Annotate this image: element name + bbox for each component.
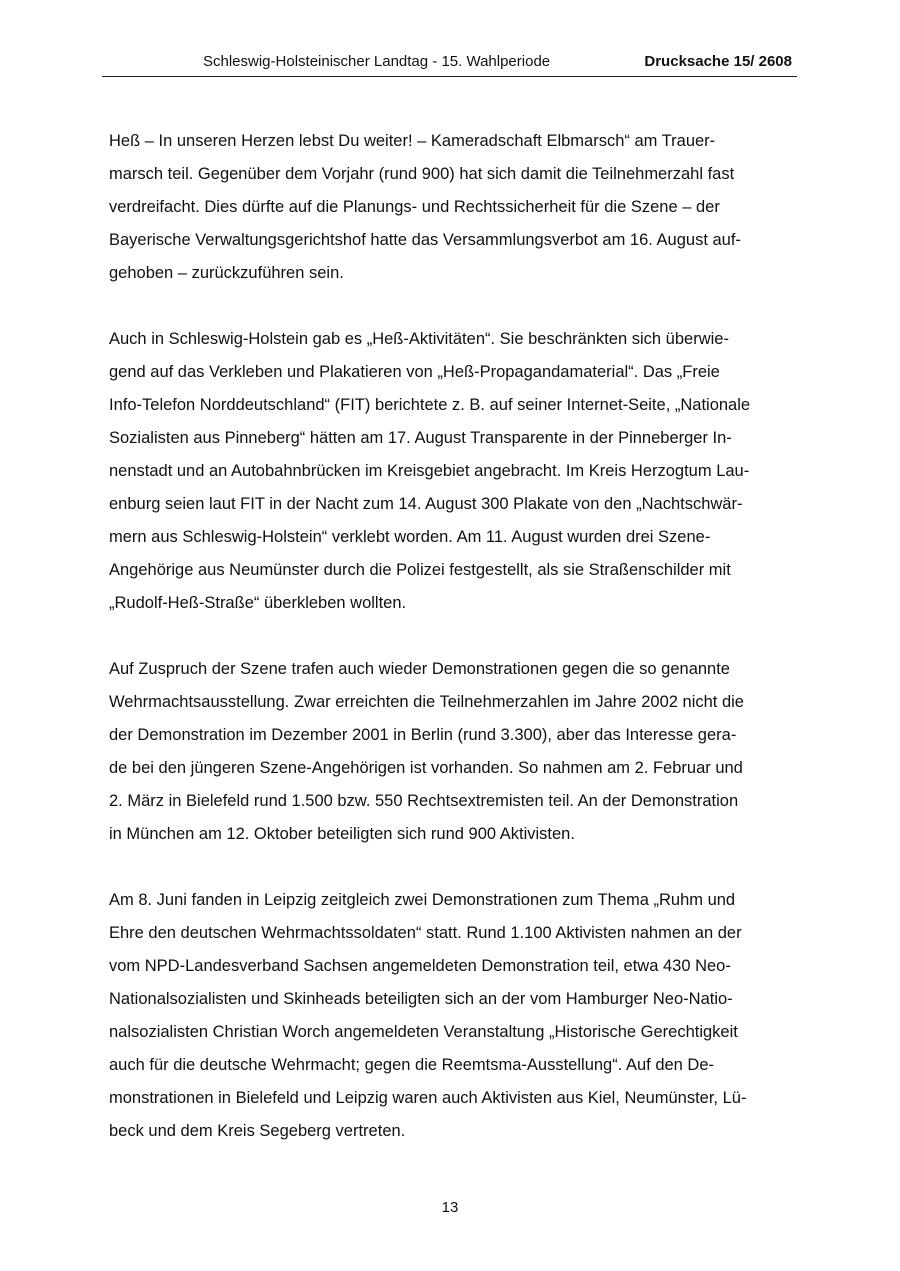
text-line: in München am 12. Oktober beteiligten sich rund 900 Aktivisten. bbox=[109, 825, 575, 843]
text-line: mern aus Schleswig-Holstein“ verklebt worden. Am 11. August wurden drei Szene- bbox=[109, 528, 711, 546]
paragraph-1 bbox=[109, 125, 799, 290]
body-text bbox=[109, 125, 799, 1181]
text-line: 2. März in Bielefeld rund 1.500 bzw. 550 Rechtsextremisten teil. An der Demonstration bbox=[109, 792, 739, 810]
text-line: marsch teil. Gegenüber dem Vorjahr (rund 900) hat sich damit die Teilnehmerzahl fast bbox=[109, 165, 735, 183]
text-line: auch für die deutsche Wehrmacht; gegen die Reemtsma-Ausstellung“. Auf den De- bbox=[109, 1056, 715, 1074]
header-doc-number: Drucksache 15/ 2608 bbox=[644, 53, 792, 70]
paragraph-3 bbox=[109, 653, 799, 851]
text-line: verdreifacht. Dies dürfte auf die Planungs- und Rechtssicherheit für die Szene – der bbox=[109, 198, 720, 216]
text-line: gend auf das Verkleben und Plakatieren von „Heß-Propagandamaterial“. Das „Freie bbox=[109, 363, 720, 381]
text-line: „Rudolf-Heß-Straße“ überkleben wollten. bbox=[109, 594, 407, 612]
text-line: Angehörige aus Neumünster durch die Polizei festgestellt, als sie Straßenschilder mit bbox=[109, 561, 731, 579]
paragraph-2 bbox=[109, 323, 799, 620]
text-line: gehoben – zurückzuführen sein. bbox=[109, 264, 344, 282]
text-line: monstrationen in Bielefeld und Leipzig waren auch Aktivisten aus Kiel, Neumünster, Lü- bbox=[109, 1089, 747, 1107]
text-line: Am 8. Juni fanden in Leipzig zeitgleich zwei Demonstrationen zum Thema „Ruhm und bbox=[109, 891, 736, 909]
text-line: nenstadt und an Autobahnbrücken im Kreisgebiet angebracht. Im Kreis Herzogtum Lau- bbox=[109, 462, 750, 480]
text-line: Nationalsozialisten und Skinheads beteiligten sich an der vom Hamburger Neo-Natio- bbox=[109, 990, 733, 1008]
text-line: Auch in Schleswig-Holstein gab es „Heß-Aktivitäten“. Sie beschränkten sich überwie- bbox=[109, 330, 729, 348]
text-line: nalsozialisten Christian Worch angemeldeten Veranstaltung „Historische Gerechtigkeit bbox=[109, 1023, 738, 1041]
text-line: Ehre den deutschen Wehrmachtssoldaten“ statt. Rund 1.100 Aktivisten nahmen an der bbox=[109, 924, 742, 942]
text-line: Auf Zuspruch der Szene trafen auch wieder Demonstrationen gegen die so genannte bbox=[109, 660, 730, 678]
paragraph-4 bbox=[109, 884, 799, 1148]
text-line: beck und dem Kreis Segeberg vertreten. bbox=[109, 1122, 406, 1140]
text-line: Wehrmachtsausstellung. Zwar erreichten die Teilnehmerzahlen im Jahre 2002 nicht die bbox=[109, 693, 744, 711]
text-line: Sozialisten aus Pinneberg“ hätten am 17. August Transparente in der Pinneberger In- bbox=[109, 429, 732, 447]
page-header bbox=[102, 52, 797, 77]
text-line: de bei den jüngeren Szene-Angehörigen ist vorhanden. So nahmen am 2. Februar und bbox=[109, 759, 743, 777]
text-line: Info-Telefon Norddeutschland“ (FIT) berichtete z. B. auf seiner Internet-Seite, „Nationale bbox=[109, 396, 751, 414]
page-number: 13 bbox=[441, 1199, 459, 1216]
text-line: vom NPD-Landesverband Sachsen angemeldeten Demonstration teil, etwa 430 Neo- bbox=[109, 957, 731, 975]
text-line: Bayerische Verwaltungsgerichtshof hatte das Versammlungsverbot am 16. August auf- bbox=[109, 231, 741, 249]
text-line: enburg seien laut FIT in der Nacht zum 14. August 300 Plakate von den „Nachtschwär- bbox=[109, 495, 743, 513]
header-title: Schleswig-Holsteinischer Landtag - 15. Wahlperiode bbox=[203, 53, 551, 70]
text-line: der Demonstration im Dezember 2001 in Berlin (rund 3.300), aber das Interesse gera- bbox=[109, 726, 737, 744]
text-line: Heß – In unseren Herzen lebst Du weiter! – Kameradschaft Elbmarsch“ am Trauer- bbox=[109, 132, 716, 150]
